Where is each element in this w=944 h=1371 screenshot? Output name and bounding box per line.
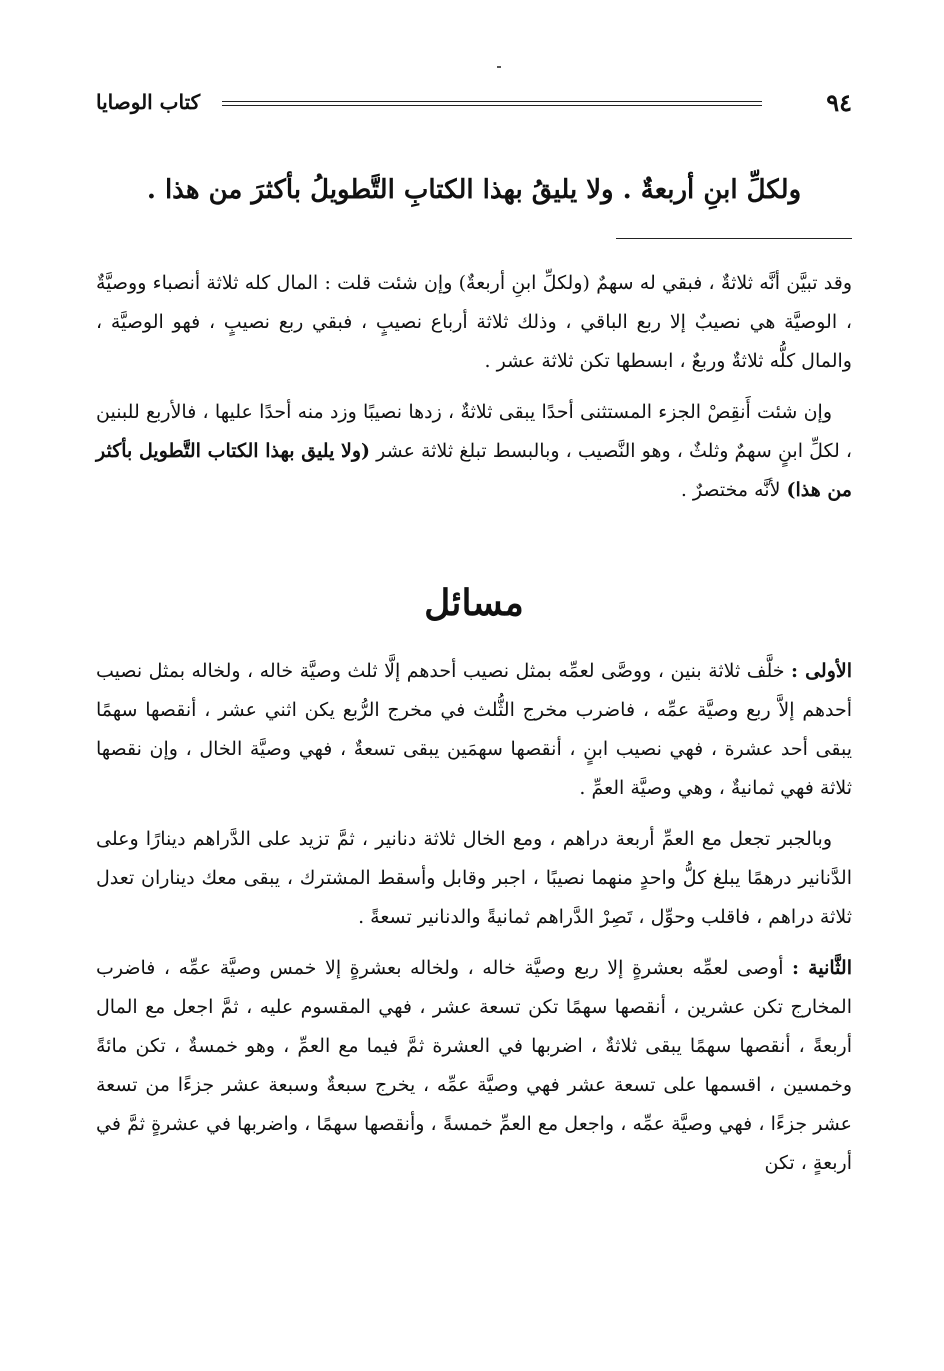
main-text-verse: ولكلِّ ابنِ أربعةٌ . ولا يليقُ بهذا الكتابِ التَّطويلُ بأكثرَ من هذا . [146, 175, 802, 205]
quoted-matn: (ولا يليق بهذا الكتاب التَّطويل بأكثر من هذا) [96, 440, 852, 501]
question-1 [96, 652, 852, 808]
question-1-algebra: وبالجبر تجعل مع العمِّ أربعة دراهم ، ومع الخال ثلاثة دنانير ، ثمَّ تزيد على الدَّراهم دينارًا وعلى الدَّنانير درهمًا يبلغ كلُّ واحدٍ منهما نصيبًا ، اجبر وقابل وأسقط المشترك ، يبقى معك ديناران تعدل ثلاثة دراهم ، فاقلب وحوِّل ، تَصِرْ الدَّراهم ثمانيةً والدنانير تسعةً . [96, 828, 852, 928]
question-1-text: خلَّف ثلاثة بنين ، ووصَّى لعمِّه بمثل نصيب أحدهم إلَّا ثلث وصيَّة خاله ، ولخاله بمثل نصيب أحدهم إلاَّ ربع وصيَّة عمِّه ، فاضرب مخرج الثُّلث في مخرج الرُّبع يكن اثني عشر ، أنقصها سهمًا يبقى أحد عشرة ، فهي نصيب ابنٍ ، أنقصها سهمَين يبقى تسعةٌ ، فهي وصيَّة الخال ، وإن نقصها ثلاثة فهي ثمانيةٌ ، وهي وصيَّة العمِّ . [96, 660, 852, 799]
masail-block [96, 652, 852, 1195]
commentary-paragraph-1: وقد تبيَّن أنَّه ثلاثةٌ ، فبقي له سهمٌ (ولكلِّ ابنِ أربعةٌ) وإن شئت قلت : المال كله ثلاثة أنصباء ووصيَّةٌ ، الوصيَّة هي نصيبٌ إلا ربع الباقي ، وذلك ثلاثة أرباع نصيبٍ ، فبقي ربع نصيبٍ ، فهو الوصيَّة ، والمال كلُّه ثلاثةٌ وربعٌ ، ابسطها تكن ثلاثة عشر . [96, 272, 852, 372]
question-1-label: الأولى : [791, 660, 852, 682]
page-number: ٩٤ [826, 88, 852, 117]
commentary-paragraph-2-end: لأنَّه مختصرٌ . [680, 479, 781, 501]
header-rule-second [222, 105, 762, 106]
question-2 [96, 949, 852, 1183]
page-header [96, 88, 852, 122]
commentary-paragraph-2-start: وإن شئت أَنقِصْ الجزء المستثنى أحدًا يبقى ثلاثةٌ ، زدها نصيبًا وزد منه أحدًا عليها ، فالأربع للبنين ، لكلِّ ابنٍ سهمٌ وثلثٌ ، وهو النَّصيب ، وبالبسط تبلغ ثلاثة عشر [96, 401, 853, 462]
header-rule [222, 101, 762, 102]
question-2-text: أوصى لعمِّه بعشرةٍ إلا ربع وصيَّة خاله ، ولخاله بعشرةٍ إلا خمس وصيَّة عمِّه ، فاضرب المخارج تكن عشرين ، أنقصها سهمًا تكن تسعة عشر ، فهي المقسوم عليه ، ثمَّ اجعل مع المال أربعةً ، أنقصها سهمًا يبقى ثلاثةٌ ، اضربها في العشرة ثمَّ فيما مع العمِّ ، وهو خمسةٌ ، تكن مائةً وخمسين ، اقسمها على تسعة عشر فهي وصيَّة عمِّه ، يخرج سبعةٌ وسبعة عشر جزءًا من تسعة عشر جزءًا ، فهي وصيَّة عمِّه ، واجعل مع العمِّ خمسةً ، وأنقصها سهمًا ، واضربها في عشرةٍ ثمَّ في أربعةٍ ، تكن [96, 957, 852, 1174]
print-mark [497, 66, 501, 68]
section-title: مسائل [424, 582, 524, 624]
commentary-block [96, 264, 852, 522]
book-title: كتاب الوصايا [96, 90, 201, 114]
question-2-label: الثَّانية : [792, 957, 852, 979]
commentary-paragraph-2 [96, 393, 852, 510]
footnote-separator [616, 238, 852, 239]
